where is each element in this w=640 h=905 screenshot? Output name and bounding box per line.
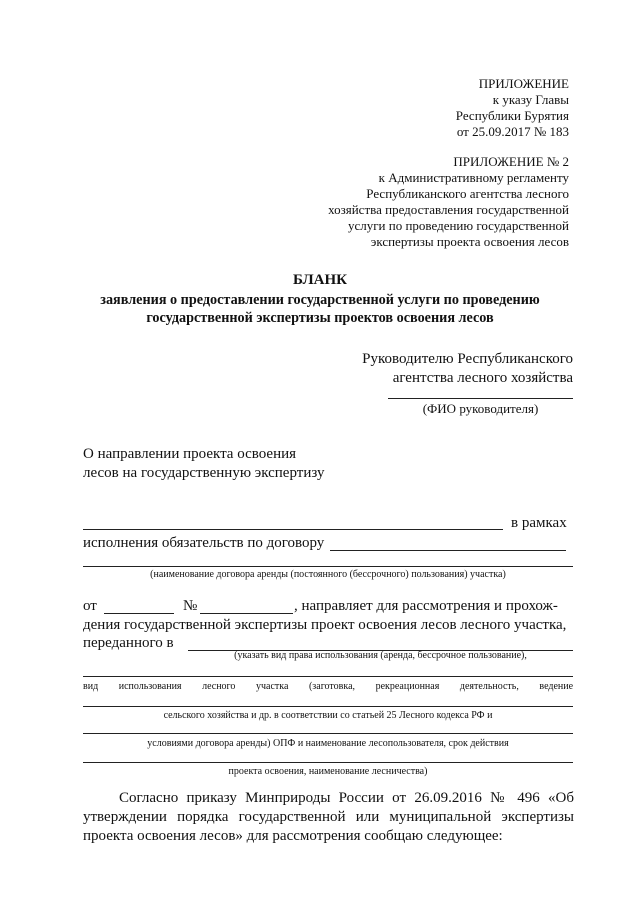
subject-line: лесов на государственную экспертизу: [83, 465, 325, 481]
appendix-2-line: экспертизы проекта освоения лесов: [370, 234, 569, 249]
use-field: [83, 676, 573, 677]
fio-underline: [388, 398, 573, 399]
addressee-line: Руководителю Республиканского: [362, 351, 573, 367]
addressee-line: агентства лесного хозяйства: [392, 370, 573, 386]
use-hint-word: рекреационная: [375, 681, 440, 692]
appendix-1-block: [269, 76, 569, 140]
appendix-2-line: к Административному регламенту: [378, 170, 569, 185]
transferred-label: переданного в: [83, 635, 174, 651]
contract-field: [330, 550, 566, 551]
appendix-1-line: ПРИЛОЖЕНИЕ: [478, 76, 569, 91]
number-label: №: [183, 598, 198, 614]
appendix-2-line: ПРИЛОЖЕНИЕ № 2: [453, 154, 569, 169]
number-field: [200, 613, 293, 614]
v-ramkah-text: в рамках: [511, 515, 567, 531]
form-subtitle: государственной экспертизы проектов освоения лесов: [146, 310, 494, 326]
order-line: проекта освоения лесов» для рассмотрения сообщаю следующее:: [83, 828, 503, 844]
appendix-2-block: [229, 154, 569, 250]
blank-field: [83, 529, 503, 530]
use-hint-word: лесного: [202, 681, 236, 692]
terms-hint: условиями договора аренды) ОПФ и наименование лесопользователя, срок действия: [147, 738, 509, 749]
ot-label: от: [83, 598, 97, 614]
use-hint: [83, 681, 573, 693]
contract-name-field: [83, 566, 573, 567]
use-hint-word: деятельность,: [459, 681, 519, 692]
use-hint-word: участка: [255, 681, 289, 692]
use-hint-word: (заготовка,: [308, 681, 356, 692]
appendix-2-line: услуги по проведению государственной: [347, 218, 569, 233]
agri-field: [83, 706, 573, 707]
project-hint: проекта освоения, наименование лесничества): [228, 766, 428, 777]
terms-field: [83, 733, 573, 734]
agri-hint: сельского хозяйства и др. в соответствии со статьей 25 Лесного кодекса РФ и: [163, 710, 493, 721]
appendix-2-line: Республиканского агентства лесного: [366, 186, 569, 201]
date-field: [104, 613, 174, 614]
use-hint-word: вид: [83, 681, 99, 692]
body-line: дения государственной экспертизы проект освоения лесов лесного участка,: [83, 617, 567, 633]
fio-hint: (ФИО руководителя): [422, 401, 539, 416]
appendix-1-line: Республики Бурятия: [455, 108, 569, 123]
order-line: утверждении порядка государственной или муниципальной экспертизы: [83, 809, 574, 825]
order-line: Согласно приказу Минприроды России от 26.09.2016 № 496 «Об: [119, 790, 574, 806]
sends-text: , направляет для рассмотрения и прохож-: [294, 598, 558, 614]
form-title: БЛАНК: [292, 272, 348, 288]
obligations-text: исполнения обязательств по договору: [83, 535, 325, 551]
appendix-1-line: от 25.09.2017 № 183: [456, 124, 569, 139]
project-field: [83, 762, 573, 763]
right-type-hint: (указать вид права использования (аренда, бессрочное пользование),: [234, 650, 527, 661]
subject-line: О направлении проекта освоения: [83, 446, 297, 462]
form-subtitle: заявления о предоставлении государственной услуги по проведению: [100, 292, 540, 308]
use-hint-word: ведение: [539, 681, 574, 692]
use-hint-word: использования: [118, 681, 182, 692]
contract-hint: (наименование договора аренды (постоянного (бессрочного) пользования) участка): [150, 569, 506, 580]
appendix-1-line: к указу Главы: [492, 92, 569, 107]
appendix-2-line: хозяйства предоставления государственной: [328, 202, 569, 217]
